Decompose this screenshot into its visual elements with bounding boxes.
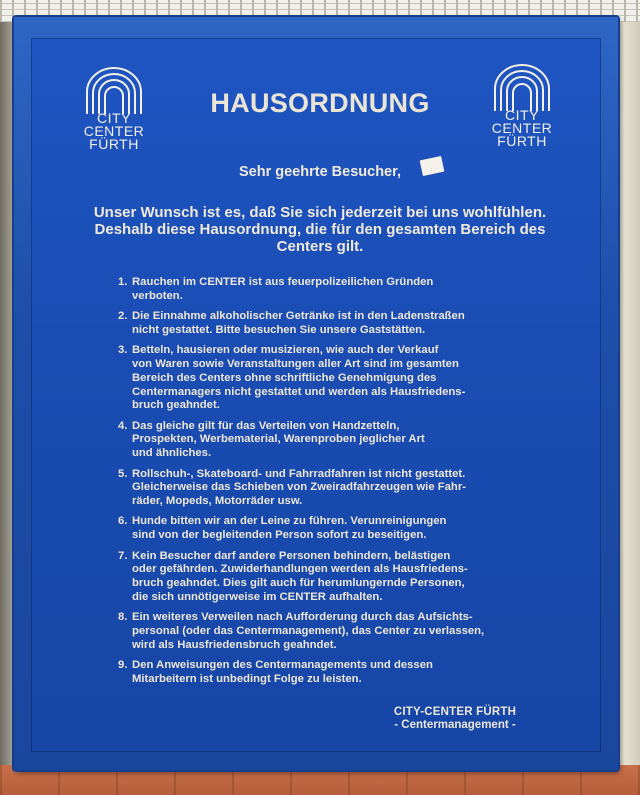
rule-text: Rollschuh-, Skateboard- und Fahrradfahren ist nicht gestattet. Gleicherweise das Schieben von Zweiradfahrzeugen wie Fahr- räder, Mopeds, Motorräder usw. xyxy=(132,467,466,508)
salutation: Sehr geehrte Besucher, xyxy=(239,164,401,180)
logo-text: CITY CENTER FÜRTH xyxy=(83,110,145,152)
rule-text: Den Anweisungen des Centermanagements und dessen Mitarbeitern ist unbedingt Folge zu leisten. xyxy=(132,659,433,685)
rule-item xyxy=(118,550,558,605)
arch-logo-icon xyxy=(83,66,145,114)
rule-item xyxy=(118,611,558,652)
arch-logo-icon xyxy=(491,63,553,111)
rule-text: Kein Besucher darf andere Personen behindern, belästigen oder gefährden. Zuwiderhandlungen werden als Hausfriedens- bruch geahndet. Dies gilt auch für herumlungernde Personen, die sich unnötigerweise im CENTER aufhalten. xyxy=(132,549,468,603)
rule-item xyxy=(118,515,558,543)
rule-number: 8. xyxy=(118,611,128,624)
signature-role: - Centermanagement - xyxy=(394,719,516,731)
logo-text: CITY CENTER FÜRTH xyxy=(491,107,553,149)
sign-title: HAUSORDNUNG xyxy=(210,88,430,118)
rule-text: Das gleiche gilt für das Verteilen von Handzetteln, Prospekten, Werbematerial, Warenproben jeglicher Art und ähnliches. xyxy=(132,419,425,460)
rule-text: Betteln, hausieren oder musizieren, wie auch der Verkauf von Waren sowie Veranstaltungen aller Art sind im gesamten Bereich des Centers ohne schriftliche Genehmigung des Centermanagers nicht gestattet und werden als Hausfriedens- bruch geahndet. xyxy=(132,344,466,412)
rule-number: 5. xyxy=(118,467,128,480)
rule-item xyxy=(118,276,558,304)
rule-number: 9. xyxy=(118,659,128,672)
rule-number: 3. xyxy=(118,344,128,357)
rule-text: Die Einnahme alkoholischer Getränke ist in den Ladenstraßen nicht gestattet. Bitte besuchen Sie unsere Gaststätten. xyxy=(132,310,465,336)
rule-item xyxy=(118,310,558,338)
rule-text: Ein weiteres Verweilen nach Aufforderung durch das Aufsichts- personal (oder das Centermanagement), das Center zu verlassen, wird als Hausfriedensbruch geahndet. xyxy=(132,611,485,651)
rule-item xyxy=(118,659,558,687)
rule-item xyxy=(118,420,558,461)
rule-text: Rauchen im CENTER ist aus feuerpolizeilichen Gründen verboten. xyxy=(132,276,434,302)
signature-block xyxy=(360,706,550,732)
rule-number: 1. xyxy=(118,276,128,288)
rule-item xyxy=(118,344,558,413)
intro-text: Unser Wunsch ist es, daß Sie sich jederzeit bei uns wohlfühlen. Deshalb diese Hausordnung, die für den gesamten Bereich des Centers gilt. xyxy=(93,204,547,255)
rule-text: Hunde bitten wir an der Leine zu führen. Verunreinigungen sind von der begleitenden Person sofort zu beseitigen. xyxy=(132,515,447,542)
signature-name: CITY-CENTER FÜRTH xyxy=(393,706,517,718)
rule-number: 7. xyxy=(118,549,128,562)
rules-list xyxy=(118,276,558,693)
rule-number: 2. xyxy=(118,310,128,323)
rule-number: 4. xyxy=(118,419,128,432)
rule-item xyxy=(118,468,558,509)
rule-number: 6. xyxy=(118,515,128,528)
